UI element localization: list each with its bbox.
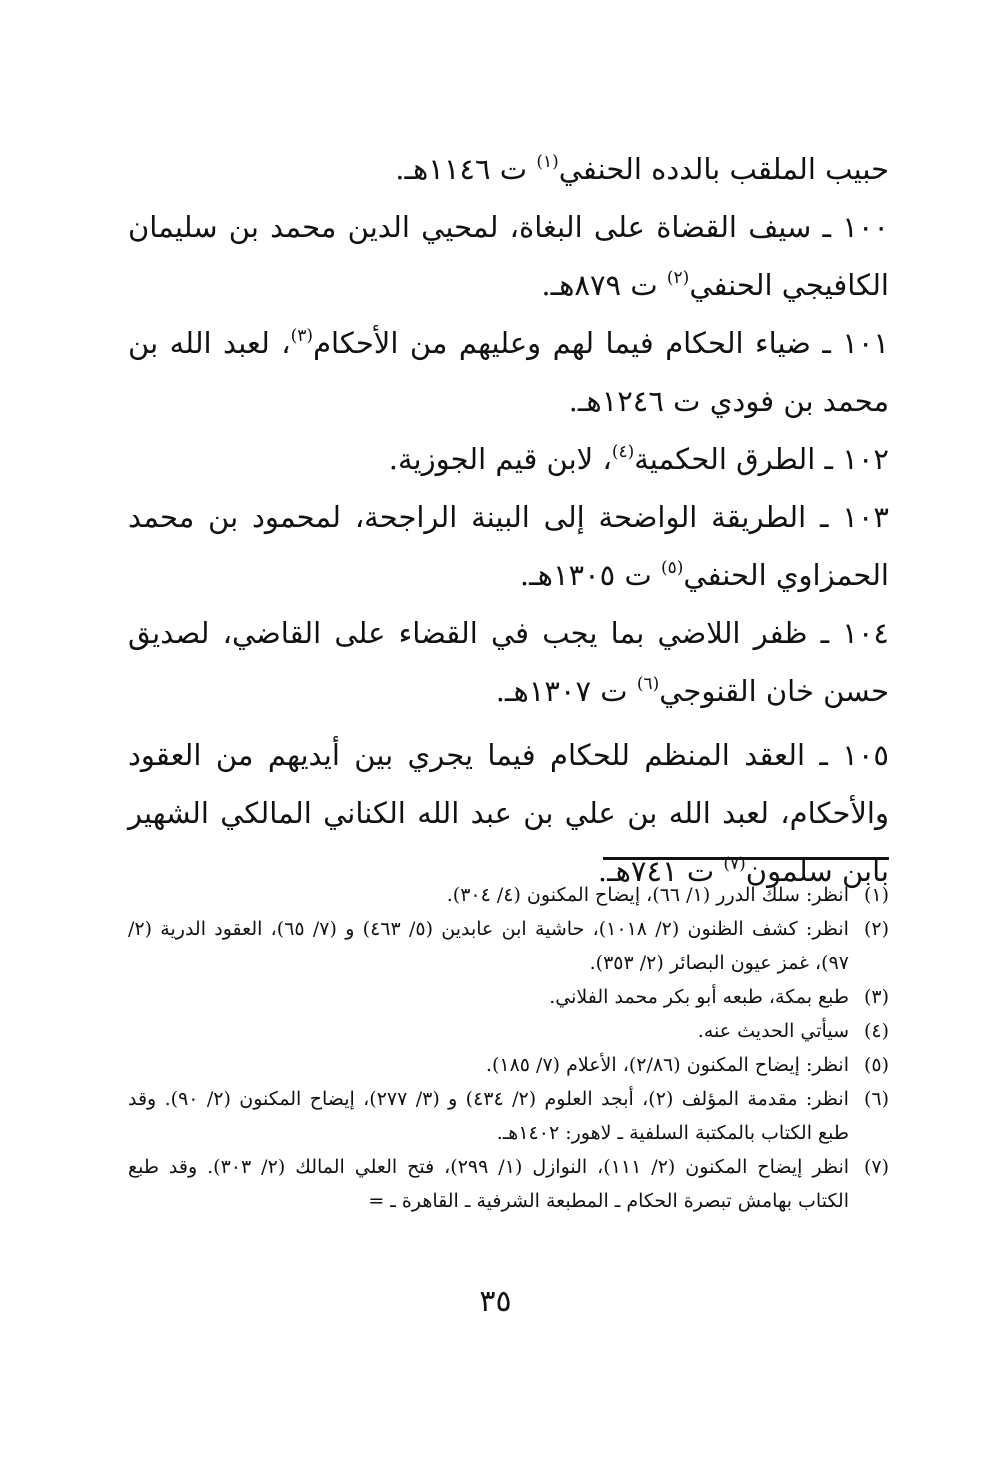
footnote-4 <box>128 1014 889 1048</box>
entry-date: ت ٧٤١هـ. <box>597 854 724 888</box>
footnote-divider <box>603 857 889 860</box>
footnote-text: انظر: كشف الظنون (٢/ ١٠١٨)، حاشية ابن عابدين (٥/ ٤٦٣) و (٧/ ٦٥)، العقود الدرية (٢/ ٩٧)، غمز عيون البصائر (٢/ ٣٥٣). <box>128 918 849 974</box>
footnotes <box>128 878 889 1218</box>
entry-date: ت ١٣٠٧هـ. <box>495 674 637 708</box>
entry-101 <box>128 314 889 430</box>
footnote-number: (٢) <box>863 918 889 940</box>
footnote-number: (٦) <box>863 1088 889 1110</box>
footnote-ref[interactable]: (٤) <box>611 442 635 462</box>
footnote-ref[interactable]: (٣) <box>290 326 314 346</box>
entry-text: ١٠٥ ـ العقد المنظم للحكام فيما يجري بين أيديهم من العقود والأحكام، لعبد الله بن علي بن عبد الله الكناني المالكي الشهير بابن سلمون <box>128 738 889 888</box>
footnote-text: انظر: سلك الدرر (١/ ٦٦)، إيضاح المكنون (٤/ ٣٠٤). <box>446 884 849 906</box>
footnote-3 <box>128 980 889 1014</box>
footnote-text: انظر: إيضاح المكنون (٢/٨٦)، الأعلام (٧/ ١٨٥). <box>485 1054 849 1076</box>
page-number: ٣٥ <box>479 1284 512 1319</box>
footnote-number: (٣) <box>863 986 889 1008</box>
footnote-ref[interactable]: (١) <box>536 152 559 172</box>
entry-text: ١٠١ ـ ضياء الحكام فيما لهم وعليهم من الأحكام <box>313 326 889 360</box>
footnote-ref[interactable]: (٥) <box>661 558 684 578</box>
footnote-ref[interactable]: (٢) <box>666 268 690 288</box>
entry-102 <box>128 430 889 488</box>
main-text <box>128 140 889 900</box>
entry-text: ١٠٤ ـ ظفر اللاضي بما يجب في القضاء على القاضي، لصديق حسن خان القنوجي <box>128 616 889 708</box>
entry-date: ت ١١٤٦هـ. <box>395 152 537 186</box>
footnote-text: انظر: مقدمة المؤلف (٢)، أبجد العلوم (٢/ ٤٣٤) و (٣/ ٢٧٧)، إيضاح المكنون (٢/ ٩٠). وقد طبع الكتاب بالمكتبة السلفية ـ لاهور: ١٤٠٢هـ. <box>128 1088 849 1144</box>
footnote-text: طبع بمكة، طبعه أبو بكر محمد الفلاني. <box>549 986 849 1008</box>
entry-103 <box>128 488 889 604</box>
entry-text: ١٠٠ ـ سيف القضاة على البغاة، لمحيي الدين محمد بن سليمان الكافيجي الحنفي <box>128 210 889 302</box>
entry-105 <box>128 726 889 900</box>
footnote-number: (٥) <box>863 1054 889 1076</box>
entry-date: ، لعبد الله بن محمد بن فودي ت ١٢٤٦هـ. <box>128 326 889 418</box>
footnote-1 <box>128 878 889 912</box>
entry-date: ت ٨٧٩هـ. <box>541 268 667 302</box>
footnote-text: انظر إيضاح المكنون (٢/ ١١١)، النوازل (١/ ٢٩٩)، فتح العلي المالك (٢/ ٣٠٣). وقد طبع الكتاب بهامش تبصرة الحكام ـ المطبعة الشرفية ـ القاهرة ـ = <box>128 1156 850 1212</box>
footnote-text: سيأتي الحديث عنه. <box>697 1020 849 1042</box>
footnote-ref[interactable]: (٧) <box>723 854 746 874</box>
entry-text: ١٠٢ ـ الطرق الحكمية <box>634 442 889 476</box>
entry-date: ، لابن قيم الجوزية. <box>388 442 612 476</box>
footnote-7 <box>128 1150 889 1218</box>
entry-date: ت ١٣٠٥هـ. <box>519 558 661 592</box>
footnote-number: (٧) <box>863 1156 889 1178</box>
entry-text: حبيب الملقب بالدده الحنفي <box>558 152 889 186</box>
footnote-5 <box>128 1048 889 1082</box>
footnote-ref[interactable]: (٦) <box>636 674 660 694</box>
entry-text: ١٠٣ ـ الطريقة الواضحة إلى البينة الراجحة، لمحمود بن محمد الحمزاوي الحنفي <box>128 500 890 592</box>
footnote-6 <box>128 1082 889 1150</box>
footnote-2 <box>128 912 889 980</box>
footnote-number: (٤) <box>863 1020 889 1042</box>
footnote-number: (١) <box>863 884 889 906</box>
entry-continuation <box>128 140 889 198</box>
entry-100 <box>128 198 889 314</box>
entry-104 <box>128 604 889 720</box>
